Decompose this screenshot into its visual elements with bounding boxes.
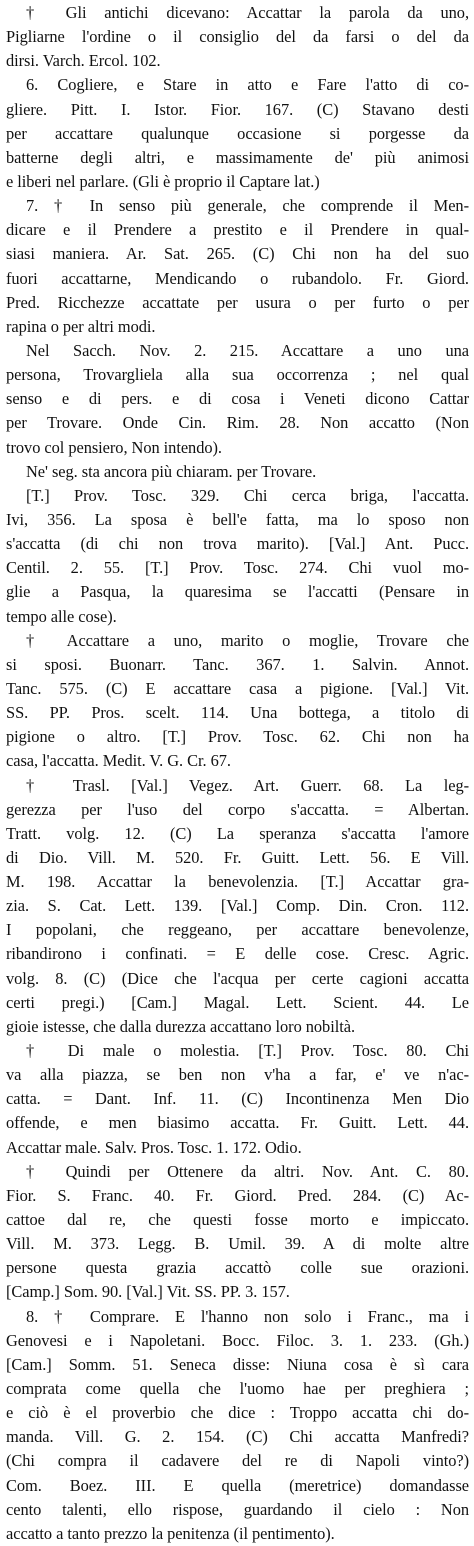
text-line: M. 198. Accattar la benevolenzia. [T.] Accattar gra-	[6, 872, 469, 892]
text-line: comprata come quella che l'uomo hae per preghiera ;	[6, 1379, 469, 1399]
text-line: Pigliarne l'ordine o il consiglio del da farsi o del da	[6, 27, 469, 47]
text-line: 7. † In senso più generale, che comprende il Men-	[26, 196, 469, 216]
text-line: zia. S. Cat. Lett. 139. [Val.] Comp. Din. Cron. 112.	[6, 896, 469, 916]
text-line: e ciò è el proverbio che dice : Troppo accatta chi do-	[6, 1403, 469, 1423]
text-line: Centil. 2. 55. [T.] Prov. Tosc. 274. Chi vuol mo-	[6, 558, 469, 578]
text-line: gioie istesse, che dalla durezza accattano loro nobiltà.	[6, 1016, 355, 1036]
text-line: certi pregi.) [Cam.] Magal. Lett. Scient. 44. Le	[6, 992, 469, 1012]
text-line: [T.] Prov. Tosc. 329. Chi cerca briga, l'accatta.	[26, 485, 469, 505]
text-line: fuori accattarne, Mendicando o rubandolo. Fr. Giord.	[6, 268, 469, 288]
text-line: cento talenti, ello rispose, guardando il cielo : Non	[6, 1499, 469, 1519]
text-line: † Accattare a uno, marito o moglie, Trovare che	[26, 630, 469, 650]
text-line: Ivi, 356. La sposa è bell'e fatta, ma lo sposo non	[6, 509, 469, 529]
text-line: (Chi compra il cadavere del re di Napoli vinto?)	[6, 1451, 469, 1471]
text-line: dicare e il Prendere a prestito e il Prendere in qual-	[6, 220, 469, 240]
text-line: trovo col pensiero, Non intendo).	[6, 437, 222, 457]
text-line: I popolani, che reggeano, per accattare benevolenze,	[6, 920, 469, 940]
text-line: di Dio. Vill. M. 520. Fr. Guitt. Lett. 56. E Vill.	[6, 847, 469, 867]
text-line: Genovesi e i Napoletani. Bocc. Filoc. 3. 1. 233. (Gh.)	[6, 1330, 469, 1350]
text-line: siasi maniera. Ar. Sat. 265. (C) Chi non ha del suo	[6, 244, 469, 264]
text-line: persone questa grazia accattò colle sue orazioni.	[6, 1258, 469, 1278]
text-line: ribandirono i confinati. = E delle cose. Cresc. Agric.	[6, 944, 469, 964]
text-line: senso e di pers. e di cosa i Veneti dicono Cattar	[6, 389, 469, 409]
text-line: [Cam.] Somm. 51. Seneca disse: Niuna cosa è sì cara	[6, 1354, 469, 1374]
text-line: † Gli antichi dicevano: Accattar la parola da uno,	[26, 3, 469, 22]
text-line: s'accatta (di chi non trova marito). [Val.] Ant. Pucc.	[6, 534, 469, 554]
text-line: Vill. M. 373. Legg. B. Umil. 39. A di molte altre	[6, 1234, 469, 1254]
text-line: † Trasl. [Val.] Vegez. Art. Guerr. 68. La leg-	[26, 775, 469, 795]
text-line: per accattare qualunque occasione si porgesse da	[6, 123, 469, 143]
text-line: rapina o per altri modi.	[6, 316, 156, 336]
text-line: Fior. S. Franc. 40. Fr. Giord. Pred. 284. (C) Ac-	[6, 1185, 469, 1205]
text-line: Ne' seg. sta ancora più chiaram. per Trovare.	[26, 461, 317, 481]
text-line: glie a Pasqua, la quaresima se l'accatti (Pensare in	[6, 582, 469, 602]
text-line: offende, e men biasimo accatta. Fr. Guitt. Lett. 44.	[6, 1113, 469, 1133]
text-line: pigione o altro. [T.] Prov. Tosc. 62. Chi non ha	[6, 727, 469, 747]
text-line: [Camp.] Som. 90. [Val.] Vit. SS. PP. 3. 157.	[6, 1282, 290, 1302]
text-line: accatto a tanto prezzo la penitenza (il pentimento).	[6, 1523, 335, 1543]
text-line: † Di male o molestia. [T.] Prov. Tosc. 80. Chi	[26, 1041, 469, 1061]
text-line: Tanc. 575. (C) E accattare casa a pigione. [Val.] Vit.	[6, 678, 469, 698]
text-line: si sposi. Buonarr. Tanc. 367. 1. Salvin. Annot.	[6, 654, 469, 674]
text-line: dirsi. Varch. Ercol. 102.	[6, 51, 161, 71]
text-line: Tratt. volg. 12. (C) La speranza s'accatta l'amore	[6, 823, 469, 843]
text-line: gerezza per l'uso del corpo s'accatta. = Albertan.	[6, 799, 469, 819]
text-line: cattoe dal re, che questi fosse morto e impiccato.	[6, 1210, 469, 1230]
text-line: Nel Sacch. Nov. 2. 215. Accattare a uno una	[26, 340, 469, 360]
text-line: manda. Vill. G. 2. 154. (C) Chi accatta Manfredi?	[6, 1427, 469, 1447]
text-line: catta. = Dant. Inf. 11. (C) Incontinenza Men Dio	[6, 1089, 469, 1109]
text-line: tempo alle cose).	[6, 606, 117, 626]
text-line: va alla piazza, se ben non v'ha a far, e' ve n'ac-	[6, 1065, 469, 1085]
text-line: e liberi nel parlare. (Gli è proprio il Captare lat.)	[6, 171, 320, 191]
text-line: Pred. Ricchezze accattate per usura o per furto o per	[6, 292, 469, 312]
text-line: gliere. Pitt. I. Istor. Fior. 167. (C) Stavano desti	[6, 99, 469, 119]
text-line: SS. PP. Pros. scelt. 114. Una bottega, a titolo di	[6, 703, 469, 723]
text-line: 8. † Comprare. E l'hanno non solo i Franc., ma i	[26, 1306, 469, 1326]
text-line: persona, Trovargliela alla sua occorrenza ; nel qual	[6, 365, 469, 385]
text-line: † Quindi per Ottenere da altri. Nov. Ant. C. 80.	[26, 1161, 469, 1181]
text-line: 6. Cogliere, e Stare in atto e Fare l'atto di co-	[26, 75, 469, 95]
text-line: batterne degli altri, e massimamente de' più animosi	[6, 147, 469, 167]
text-line: casa, l'accatta. Medit. V. G. Cr. 67.	[6, 751, 231, 771]
text-line: Com. Boez. III. E quella (meretrice) domandasse	[6, 1475, 469, 1495]
text-line: Accattar male. Salv. Pros. Tosc. 1. 172. Odio.	[6, 1137, 302, 1157]
text-line: per Trovare. Onde Cin. Rim. 28. Non accatto (Non	[6, 413, 469, 433]
text-line: volg. 8. (C) (Dice che l'acqua per certe cagioni accatta	[6, 968, 469, 988]
